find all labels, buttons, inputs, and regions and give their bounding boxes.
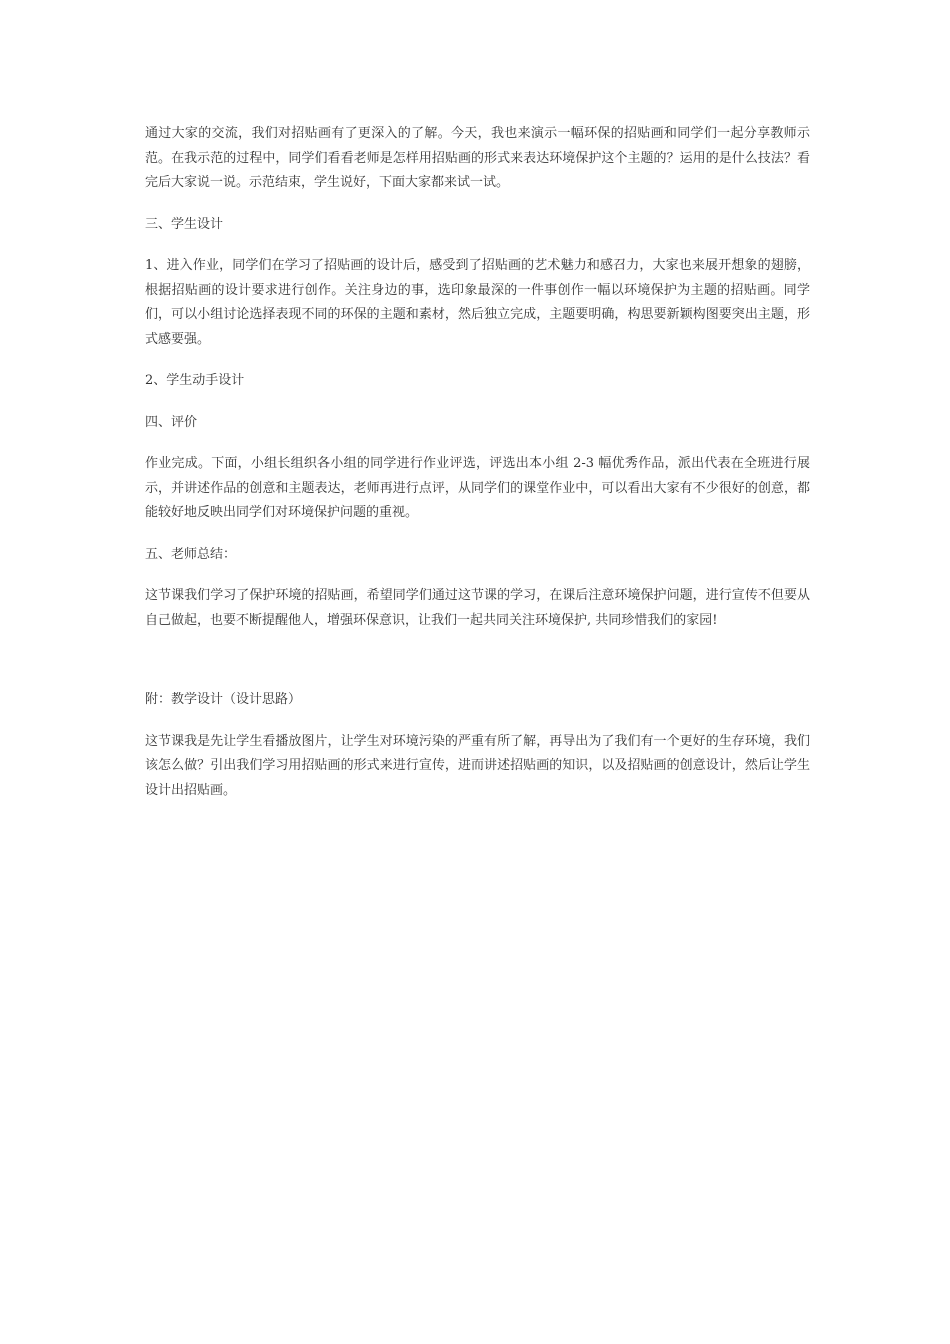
section-5-paragraph: 这节课我们学习了保护环境的招贴画，希望同学们通过这节课的学习，在课后注意环境保护问题，进行宣传不但要从自己做起，也要不断提醒他人，增强环保意识，让我们一起共同关注环境保护, 共同珍惜我们的家园! [145,588,810,628]
document-body [145,122,810,820]
section-3-item-2: 2、学生动手设计 [145,373,245,388]
section-4-paragraph: 作业完成。下面，小组长组织各小组的同学进行作业评选，评选出本小组 2-3 幅优秀作品，派出代表在全班进行展示，并讲述作品的创意和主题表达，老师再进行点评，从同学们的课堂作业中，可以看出大家有不少很好的创意，都能较好地反映出同学们对环境保护问题的重视。 [145,456,810,520]
appendix-paragraph: 这节课我是先让学生看播放图片，让学生对环境污染的严重有所了解，再导出为了我们有一个更好的生存环境，我们该怎么做？引出我们学习用招贴画的形式来进行宣传，进而讲述招贴画的知识，以及招贴画的创意设计，然后让学生设计出招贴画。 [145,733,810,798]
intro-paragraph: 通过大家的交流，我们对招贴画有了更深入的了解。今天，我也来演示一幅环保的招贴画和同学们一起分享教师示范。在我示范的过程中，同学们看看老师是怎样用招贴画的形式来表达环境保护这个主题的？运用的是什么技法？看完后大家说一说。示范结束，学生说好，下面大家都来试一试。 [145,126,810,190]
section-4-heading: 四、评价 [145,414,198,430]
section-spacer [145,650,810,688]
section-3-item-1: 1、进入作业，同学们在学习了招贴画的设计后，感受到了招贴画的艺术魅力和感召力，大家也来展开想象的翅膀，根据招贴画的设计要求进行创作。关注身边的事，选印象最深的一件事创作一幅以环境保护为主题的招贴画。同学们，可以小组讨论选择表现不同的环保的主题和素材，然后独立完成，主题要明确，构思要新颖构图要突出主题，形式感要强。 [145,258,810,347]
appendix-heading: 附：教学设计（设计思路） [145,692,302,707]
section-5-heading: 五、老师总结： [145,546,237,562]
section-3-heading: 三、学生设计 [145,216,224,232]
